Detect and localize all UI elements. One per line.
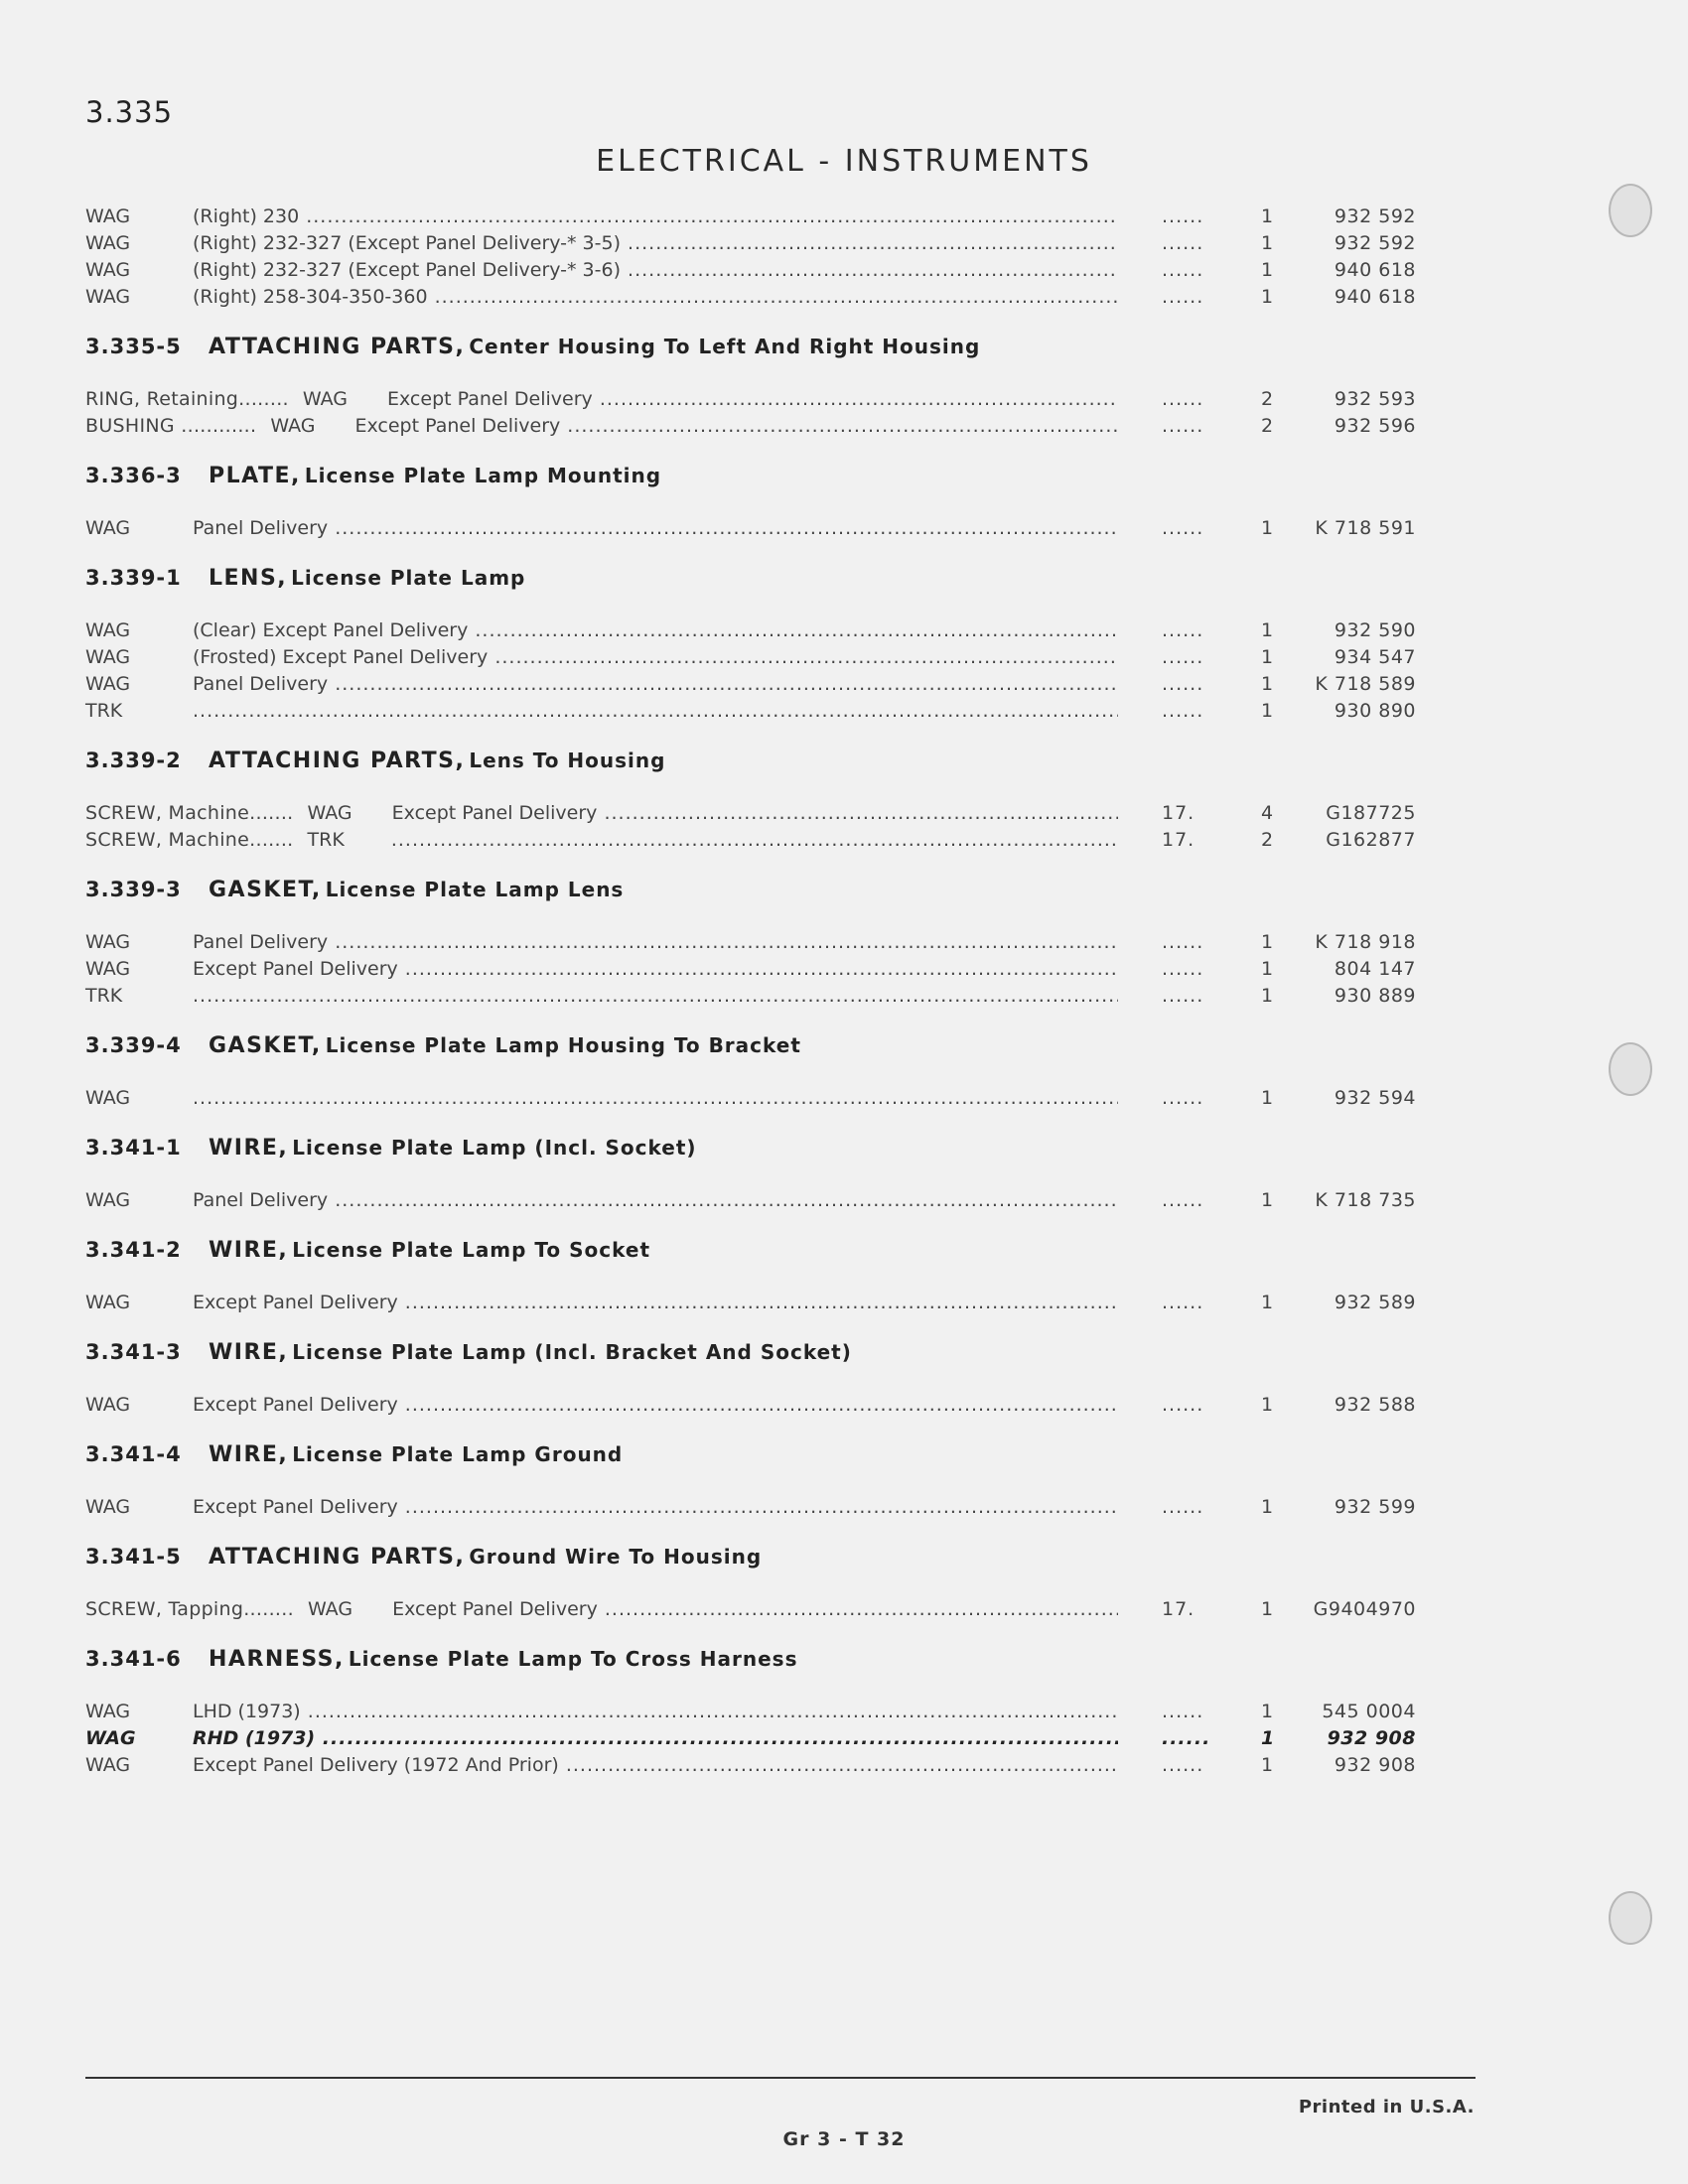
part-number: G9404970: [1313, 1598, 1416, 1620]
application-code: WAG: [85, 1727, 136, 1749]
page-title: ELECTRICAL - INSTRUMENTS: [596, 144, 1092, 179]
quantity: 1: [1261, 1394, 1274, 1416]
application-code: WAG: [85, 232, 131, 254]
section-heading: [85, 335, 1416, 368]
part-row: [85, 1394, 1416, 1421]
section-subtitle: Center Housing To Left And Right Housing: [469, 335, 981, 358]
application-code: WAG: [85, 646, 131, 668]
part-number: 932 599: [1334, 1496, 1416, 1518]
part-row: [85, 1292, 1416, 1318]
quantity: 2: [1261, 415, 1274, 437]
part-description: [85, 388, 1118, 410]
application-code: WAG: [85, 205, 131, 227]
reference-column: ......: [1162, 1087, 1204, 1109]
part-number: 932 590: [1334, 619, 1416, 641]
part-number: 930 889: [1334, 985, 1416, 1007]
part-description: [193, 1701, 1118, 1722]
section-subtitle: License Plate Lamp To Cross Harness: [348, 1647, 798, 1671]
part-description: [193, 673, 1118, 695]
part-number: G162877: [1326, 829, 1416, 851]
part-row: [85, 286, 1416, 313]
part-description: [193, 286, 1118, 308]
reference-column: ......: [1162, 1394, 1204, 1416]
part-number: 932 592: [1334, 205, 1416, 227]
reference-column: ......: [1162, 985, 1204, 1007]
reference-column: ......: [1162, 958, 1204, 980]
quantity: 1: [1261, 286, 1274, 308]
part-number: 934 547: [1334, 646, 1416, 668]
binder-hole-bottom: [1609, 1891, 1652, 1945]
section-number: 3.339-4: [85, 1033, 182, 1057]
application-code: WAG: [85, 1189, 131, 1211]
quantity: 1: [1261, 646, 1274, 668]
part-number: K 718 589: [1315, 673, 1416, 695]
usage-note: Panel Delivery: [193, 673, 329, 695]
application-code: TRK: [85, 700, 123, 722]
part-description: [85, 802, 1118, 824]
part-name: RING, Retaining........: [85, 388, 289, 410]
part-description: [193, 1394, 1118, 1416]
application-code: WAG: [85, 1394, 131, 1416]
application-code: WAG: [85, 517, 131, 539]
part-description: [193, 517, 1118, 539]
section-number: 3.341-4: [85, 1442, 182, 1466]
part-row: [85, 232, 1416, 259]
quantity: 1: [1261, 931, 1274, 953]
part-description: [193, 958, 1118, 980]
part-description: [193, 619, 1118, 641]
part-description: [193, 1292, 1118, 1313]
part-number: 932 908: [1334, 1754, 1416, 1776]
part-number: 545 0004: [1322, 1701, 1416, 1722]
part-number: K 718 918: [1315, 931, 1416, 953]
part-row: [85, 1598, 1416, 1625]
part-row: [85, 1087, 1416, 1114]
reference-column: 17.: [1162, 802, 1196, 824]
reference-column: ......: [1162, 1496, 1204, 1518]
quantity: 2: [1261, 388, 1274, 410]
part-number: 930 890: [1334, 700, 1416, 722]
reference-column: 17.: [1162, 829, 1196, 851]
part-row: [85, 415, 1416, 442]
part-description: [193, 259, 1118, 281]
quantity: 1: [1261, 1727, 1275, 1749]
section-subtitle: License Plate Lamp Housing To Bracket: [325, 1033, 801, 1057]
section-title: ATTACHING PARTS,: [209, 749, 466, 773]
section-subtitle: Lens To Housing: [469, 749, 666, 772]
reference-column: ......: [1162, 415, 1204, 437]
part-row: [85, 958, 1416, 985]
quantity: 1: [1261, 673, 1274, 695]
part-number: K 718 735: [1315, 1189, 1416, 1211]
usage-note: (Frosted) Except Panel Delivery: [193, 646, 489, 668]
usage-note: LHD (1973): [193, 1701, 301, 1722]
section-subtitle: License Plate Lamp: [291, 566, 526, 590]
part-name: SCREW, Tapping........: [85, 1598, 294, 1620]
reference-column: ......: [1162, 286, 1204, 308]
quantity: 1: [1261, 232, 1274, 254]
usage-note: Except Panel Delivery: [193, 1292, 398, 1313]
usage-note: RHD (1973): [193, 1727, 316, 1749]
section-heading: [85, 749, 1416, 782]
section-title: WIRE,: [209, 1442, 289, 1467]
section-heading: [85, 1647, 1416, 1681]
quantity: 1: [1261, 517, 1274, 539]
section-number: 3.339-2: [85, 749, 182, 772]
part-description: [193, 700, 1118, 722]
part-row: [85, 1496, 1416, 1523]
section-heading: [85, 464, 1416, 497]
reference-column: ......: [1162, 931, 1204, 953]
part-number: 932 592: [1334, 232, 1416, 254]
quantity: 1: [1261, 259, 1274, 281]
reference-column: ......: [1162, 517, 1204, 539]
application-code: WAG: [85, 958, 131, 980]
usage-note: Panel Delivery: [193, 1189, 329, 1211]
reference-column: ......: [1162, 388, 1204, 410]
section-title: WIRE,: [209, 1136, 289, 1160]
application-code: WAG: [85, 1087, 131, 1109]
part-row: [85, 700, 1416, 727]
usage-note: (Right) 232-327 (Except Panel Delivery-* 3-5): [193, 232, 622, 254]
footer-printed-in: Printed in U.S.A.: [1298, 2097, 1475, 2117]
part-number: 932 594: [1334, 1087, 1416, 1109]
part-number: G187725: [1326, 802, 1416, 824]
section-subtitle: License Plate Lamp Lens: [325, 878, 625, 901]
application-code: WAG: [85, 673, 131, 695]
application-code: WAG: [85, 1754, 131, 1776]
part-number: 932 908: [1327, 1727, 1416, 1749]
application-code: WAG: [270, 415, 316, 437]
reference-column: ......: [1162, 1701, 1204, 1722]
quantity: 1: [1261, 1189, 1274, 1211]
part-row: [85, 619, 1416, 646]
part-description: [193, 205, 1118, 227]
reference-column: ......: [1162, 1727, 1211, 1749]
part-row: [85, 1754, 1416, 1781]
quantity: 1: [1261, 1292, 1274, 1313]
part-number: 932 589: [1334, 1292, 1416, 1313]
section-number: 3.341-1: [85, 1136, 182, 1160]
part-number: 932 593: [1334, 388, 1416, 410]
reference-column: ......: [1162, 1189, 1204, 1211]
part-row: [85, 931, 1416, 958]
section-heading: [85, 1442, 1416, 1476]
application-code: WAG: [85, 1701, 131, 1722]
section-title: ATTACHING PARTS,: [209, 1545, 466, 1570]
section-number: 3.339-3: [85, 878, 182, 901]
section-number: 3.341-5: [85, 1545, 182, 1569]
reference-column: ......: [1162, 700, 1204, 722]
usage-note: (Right) 258-304-350-360: [193, 286, 428, 308]
section-title: GASKET,: [209, 878, 322, 902]
section-number: 3.336-3: [85, 464, 182, 487]
part-number: K 718 591: [1315, 517, 1416, 539]
section-heading: [85, 1238, 1416, 1272]
part-description: [193, 1189, 1118, 1211]
application-code: WAG: [307, 802, 352, 824]
part-row: [85, 1727, 1416, 1754]
section-subtitle: License Plate Lamp To Socket: [292, 1238, 651, 1262]
quantity: 1: [1261, 1087, 1274, 1109]
part-row: [85, 205, 1416, 232]
section-title: HARNESS,: [209, 1647, 345, 1672]
part-description: [193, 985, 1118, 1007]
usage-note: (Right) 230: [193, 205, 300, 227]
part-name: SCREW, Machine.......: [85, 829, 294, 851]
reference-column: 17.: [1162, 1598, 1196, 1620]
part-description: [193, 232, 1118, 254]
application-code: WAG: [302, 388, 349, 410]
usage-note: Except Panel Delivery: [392, 1598, 598, 1620]
footer-rule: [85, 2077, 1476, 2079]
section-number: 3.335-5: [85, 335, 182, 358]
application-code: TRK: [85, 985, 123, 1007]
section-subtitle: License Plate Lamp (Incl. Socket): [292, 1136, 697, 1160]
section-title: ATTACHING PARTS,: [209, 335, 466, 359]
reference-column: ......: [1162, 646, 1204, 668]
usage-note: (Clear) Except Panel Delivery: [193, 619, 469, 641]
reference-column: ......: [1162, 1754, 1204, 1776]
section-number: 3.341-2: [85, 1238, 182, 1262]
part-description: [193, 1727, 1118, 1749]
part-number: 940 618: [1334, 286, 1416, 308]
section-heading: [85, 1545, 1416, 1578]
quantity: 1: [1261, 1496, 1274, 1518]
application-code: WAG: [85, 286, 131, 308]
section-heading: [85, 1033, 1416, 1067]
parts-list: [85, 205, 1416, 1781]
usage-note: Except Panel Delivery: [387, 388, 593, 410]
part-row: [85, 673, 1416, 700]
section-subtitle: Ground Wire To Housing: [469, 1545, 763, 1569]
part-description: [85, 415, 1118, 437]
quantity: 1: [1261, 985, 1274, 1007]
part-description: [193, 646, 1118, 668]
section-title: PLATE,: [209, 464, 301, 488]
section-heading: [85, 878, 1416, 911]
application-code: WAG: [307, 1598, 353, 1620]
part-row: [85, 802, 1416, 829]
application-code: WAG: [85, 1496, 131, 1518]
usage-note: Except Panel Delivery: [193, 1394, 398, 1416]
part-name: BUSHING ............: [85, 415, 257, 437]
quantity: 2: [1261, 829, 1274, 851]
binder-hole-middle: [1609, 1042, 1652, 1096]
usage-note: Except Panel Delivery: [193, 958, 398, 980]
section-number: 3.341-3: [85, 1340, 182, 1364]
section-heading: [85, 566, 1416, 600]
part-row: [85, 259, 1416, 286]
part-number: 932 588: [1334, 1394, 1416, 1416]
reference-column: ......: [1162, 232, 1204, 254]
page-number: 3.335: [85, 95, 174, 129]
part-row: [85, 1701, 1416, 1727]
quantity: 1: [1261, 958, 1274, 980]
quantity: 1: [1261, 1701, 1274, 1722]
part-description: [85, 1598, 1118, 1620]
section-subtitle: License Plate Lamp (Incl. Bracket And Socket): [292, 1340, 852, 1364]
part-row: [85, 985, 1416, 1012]
part-number: 940 618: [1334, 259, 1416, 281]
part-name: SCREW, Machine.......: [85, 802, 294, 824]
usage-note: Except Panel Delivery: [391, 802, 598, 824]
quantity: 1: [1261, 1754, 1274, 1776]
quantity: 4: [1261, 802, 1274, 824]
quantity: 1: [1261, 619, 1274, 641]
part-row: [85, 388, 1416, 415]
usage-note: Except Panel Delivery: [193, 1496, 398, 1518]
application-code: TRK: [307, 829, 345, 851]
section-heading: [85, 1136, 1416, 1169]
application-code: WAG: [85, 1292, 131, 1313]
section-heading: [85, 1340, 1416, 1374]
part-row: [85, 517, 1416, 544]
part-number: 932 596: [1334, 415, 1416, 437]
binder-hole-top: [1609, 184, 1652, 237]
usage-note: (Right) 232-327 (Except Panel Delivery-* 3-6): [193, 259, 622, 281]
usage-note: Panel Delivery: [193, 931, 329, 953]
section-title: WIRE,: [209, 1340, 289, 1365]
reference-column: ......: [1162, 673, 1204, 695]
part-description: [85, 829, 1118, 851]
part-description: [193, 1754, 1118, 1776]
usage-note: Except Panel Delivery: [354, 415, 561, 437]
section-title: WIRE,: [209, 1238, 289, 1263]
application-code: WAG: [85, 619, 131, 641]
usage-note: Except Panel Delivery (1972 And Prior): [193, 1754, 559, 1776]
section-number: 3.339-1: [85, 566, 182, 590]
part-row: [85, 646, 1416, 673]
part-row: [85, 829, 1416, 856]
quantity: 1: [1261, 205, 1274, 227]
application-code: WAG: [85, 259, 131, 281]
reference-column: ......: [1162, 259, 1204, 281]
reference-column: ......: [1162, 1292, 1204, 1313]
reference-column: ......: [1162, 619, 1204, 641]
section-number: 3.341-6: [85, 1647, 182, 1671]
section-title: GASKET,: [209, 1033, 322, 1058]
part-description: [193, 931, 1118, 953]
part-number: 804 147: [1334, 958, 1416, 980]
section-title: LENS,: [209, 566, 288, 591]
part-row: [85, 1189, 1416, 1216]
usage-note: Panel Delivery: [193, 517, 329, 539]
reference-column: ......: [1162, 205, 1204, 227]
part-description: [193, 1087, 1118, 1109]
application-code: WAG: [85, 931, 131, 953]
quantity: 1: [1261, 700, 1274, 722]
section-subtitle: License Plate Lamp Ground: [292, 1442, 624, 1466]
section-subtitle: License Plate Lamp Mounting: [304, 464, 662, 487]
part-description: [193, 1496, 1118, 1518]
footer-page-code: Gr 3 - T 32: [782, 2128, 906, 2150]
quantity: 1: [1261, 1598, 1274, 1620]
